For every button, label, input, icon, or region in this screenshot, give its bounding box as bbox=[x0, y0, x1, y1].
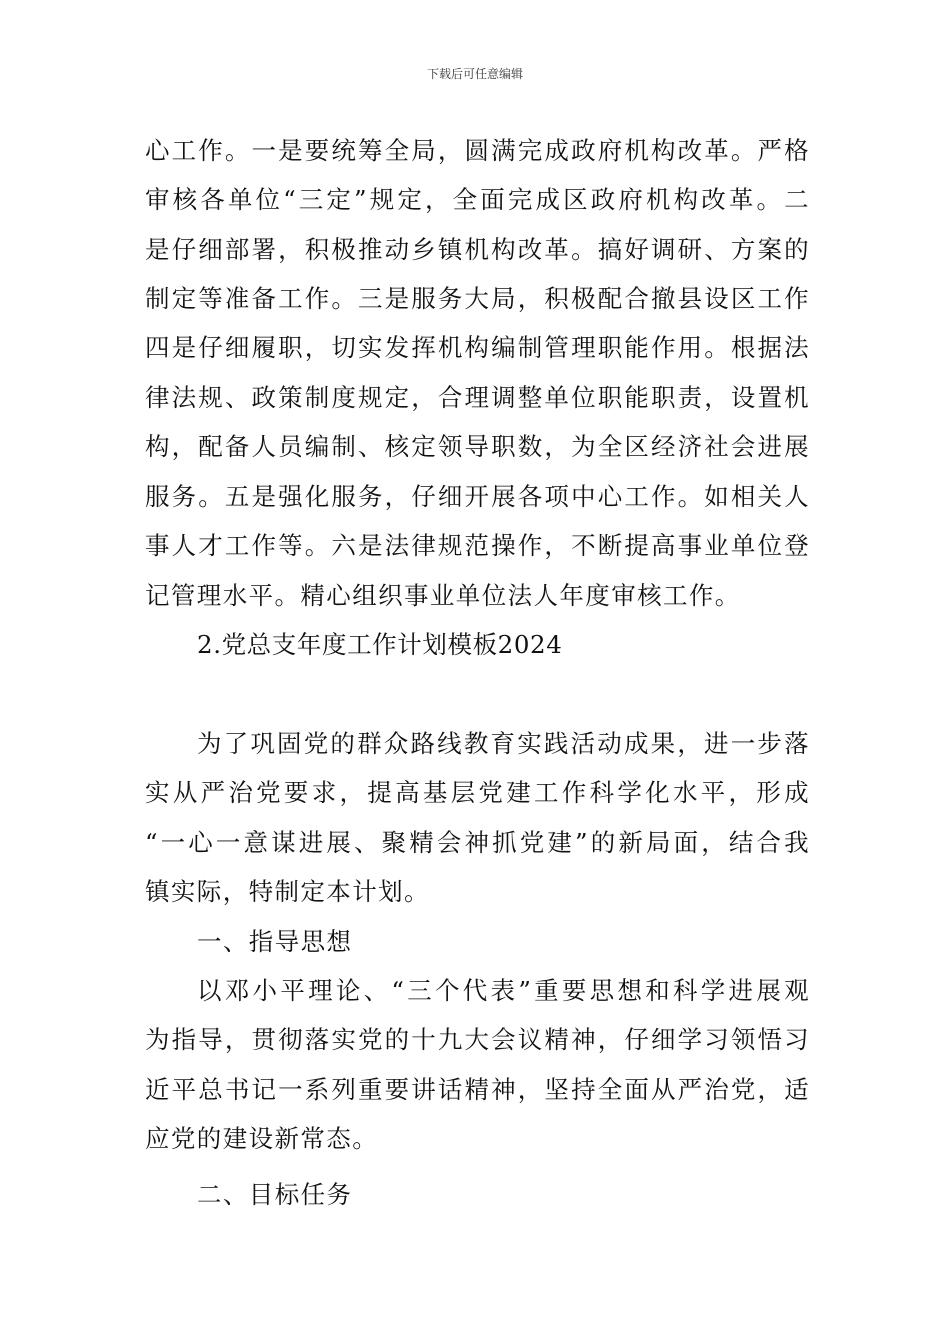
body-line: 事人才工作等。六是法律规范操作，不断提高事业单位登 bbox=[145, 531, 810, 560]
subheading: 一、指导思想 bbox=[197, 927, 353, 956]
body-line: 构，配备人员编制、核定领导职数，为全区经济社会进展 bbox=[145, 432, 810, 461]
body-line: 是仔细部署，积极推动乡镇机构改革。搞好调研、方案的 bbox=[145, 235, 810, 264]
body-line: 实从严治党要求，提高基层党建工作科学化水平，形成 bbox=[145, 778, 810, 807]
body-line: 为指导，贯彻落实党的十九大会议精神，仔细学习领悟习 bbox=[145, 1025, 810, 1054]
body-line: 四是仔细履职，切实发挥机构编制管理职能作用。根据法 bbox=[145, 333, 810, 362]
subheading: 二、目标任务 bbox=[197, 1180, 353, 1209]
body-line: 记管理水平。精心组织事业单位法人年度审核工作。 bbox=[145, 581, 741, 610]
page-header: 下载后可任意编辑 bbox=[426, 67, 523, 81]
body-line: 制定等准备工作。三是服务大局，积极配合撤县设区工作 bbox=[145, 284, 810, 313]
body-line: 近平总书记一系列重要讲话精神，坚持全面从严治党，适 bbox=[145, 1075, 810, 1104]
body-line: “一心一意谋进展、聚精会神抓党建”的新局面，结合我 bbox=[145, 828, 810, 857]
body-line: 服务。五是强化服务，仔细开展各项中心工作。如相关人 bbox=[145, 482, 810, 511]
body-line: 审核各单位“三定”规定，全面完成区政府机构改革。二 bbox=[145, 185, 810, 214]
body-line: 律法规、政策制度规定，合理调整单位职能职责，设置机 bbox=[145, 383, 810, 412]
body-line: 应党的建设新常态。 bbox=[145, 1124, 379, 1153]
section-title: 2.党总支年度工作计划模板2024 bbox=[197, 630, 563, 659]
body-line: 为了巩固党的群众路线教育实践活动成果，进一步落 bbox=[197, 729, 810, 758]
body-line: 镇实际，特制定本计划。 bbox=[145, 877, 430, 906]
body-line: 心工作。一是要统筹全局，圆满完成政府机构改革。严格 bbox=[145, 136, 810, 165]
body-line: 以邓小平理论、“三个代表”重要思想和科学进展观 bbox=[197, 976, 810, 1005]
